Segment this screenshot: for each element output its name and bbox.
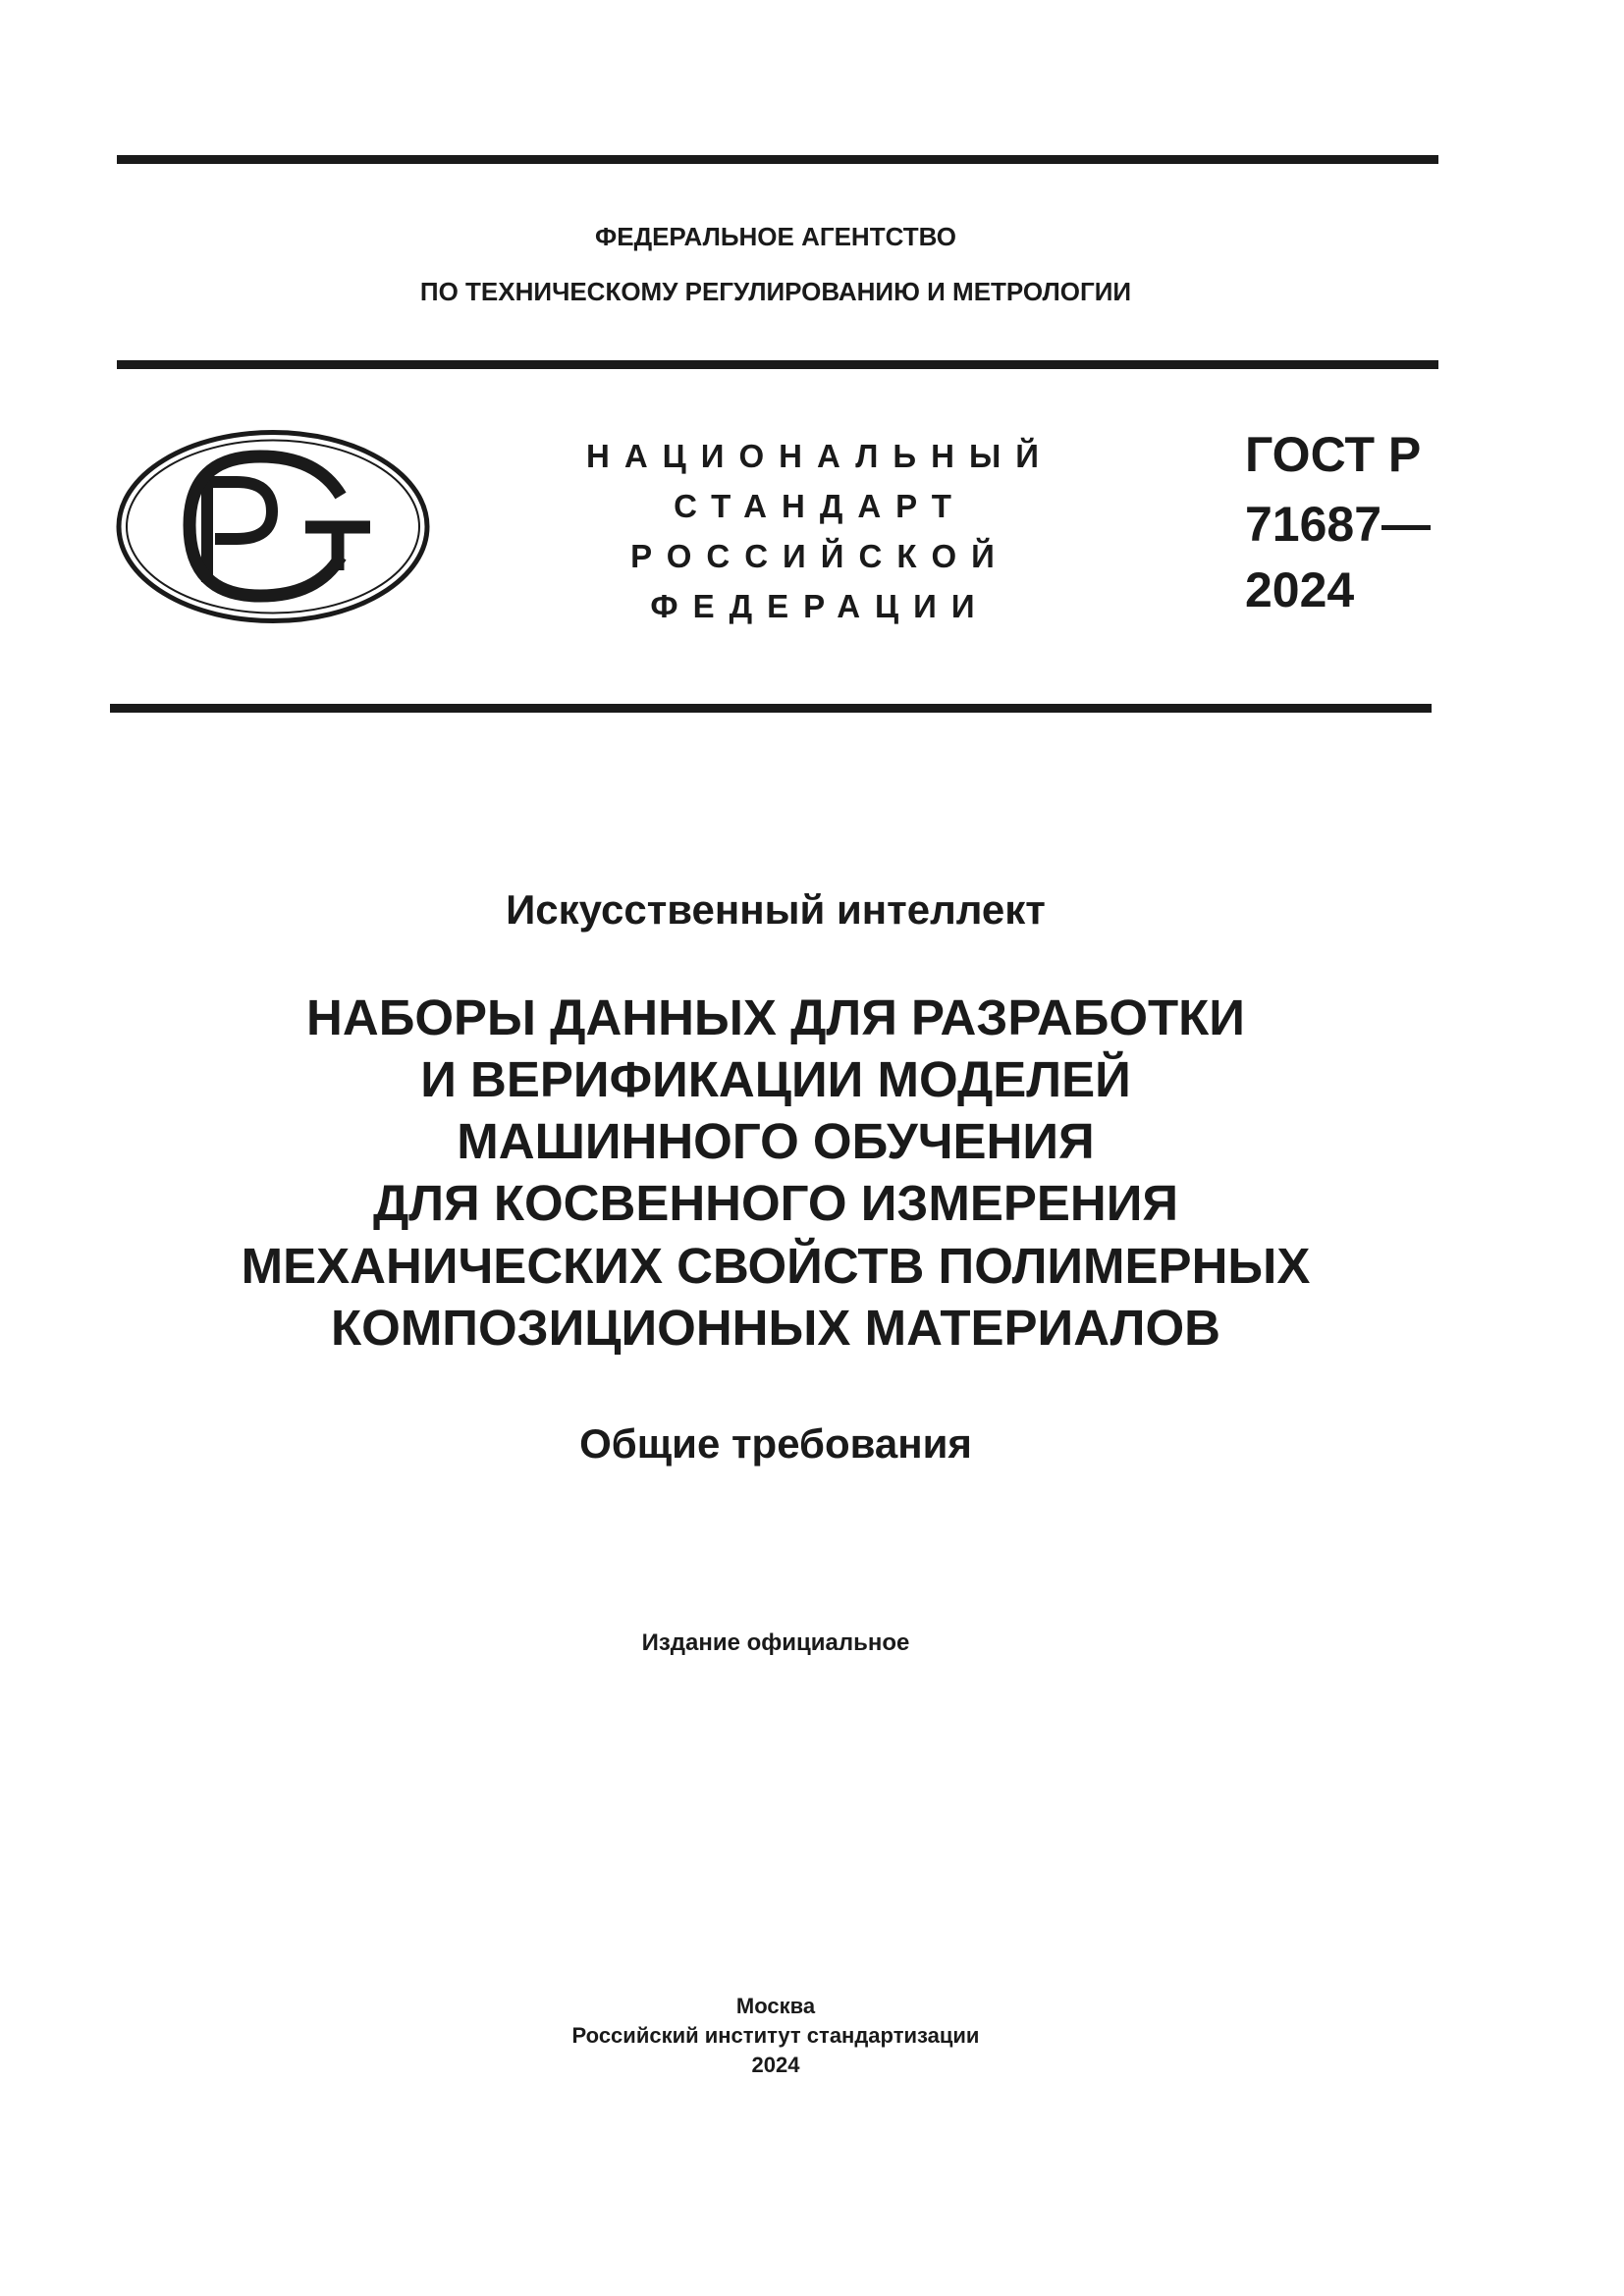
national-standard-line-4: ФЕДЕРАЦИИ	[650, 588, 990, 624]
document-title-line: ДЛЯ КОСВЕННОГО ИЗМЕРЕНИЯ	[372, 1175, 1179, 1231]
header-rule	[117, 360, 1438, 369]
publisher-city: Москва	[735, 1994, 816, 2018]
document-title-line: МАШИННОГО ОБУЧЕНИЯ	[457, 1113, 1095, 1169]
document-title-line: КОМПОЗИЦИОННЫХ МАТЕРИАЛОВ	[331, 1300, 1220, 1356]
edition-label: Издание официальное	[641, 1629, 910, 1656]
document-title-line: И ВЕРИФИКАЦИИ МОДЕЛЕЙ	[420, 1051, 1131, 1107]
publication-year: 2024	[751, 2053, 800, 2077]
national-standard-line-3: РОССИЙСКОЙ	[630, 538, 1009, 574]
standard-designation-line-1: ГОСТ Р	[1245, 427, 1422, 482]
document-title-line: МЕХАНИЧЕСКИХ СВОЙСТВ ПОЛИМЕРНЫХ	[241, 1238, 1311, 1294]
document-subtitle: Общие требования	[579, 1420, 972, 1467]
header-bottom-rule	[110, 704, 1432, 713]
standard-designation-line-2: 71687—	[1245, 497, 1432, 552]
standard-designation-line-3: 2024	[1245, 562, 1355, 617]
national-standard-line-1: НАЦИОНАЛЬНЫЙ	[586, 438, 1054, 474]
national-standard-line-2: СТАНДАРТ	[674, 488, 966, 524]
agency-name-line-2: ПО ТЕХНИЧЕСКОМУ РЕГУЛИРОВАНИЮ И МЕТРОЛОГИИ	[419, 277, 1132, 306]
document-title-line: НАБОРЫ ДАННЫХ ДЛЯ РАЗРАБОТКИ	[306, 989, 1245, 1045]
document-subject: Искусственный интеллект	[506, 886, 1046, 933]
publisher-organization: Российский институт стандартизации	[571, 2023, 980, 2048]
rst-logo-icon	[113, 427, 433, 626]
top-rule	[117, 155, 1438, 164]
agency-name-line-1: ФЕДЕРАЛЬНОЕ АГЕНТСТВО	[595, 222, 956, 251]
